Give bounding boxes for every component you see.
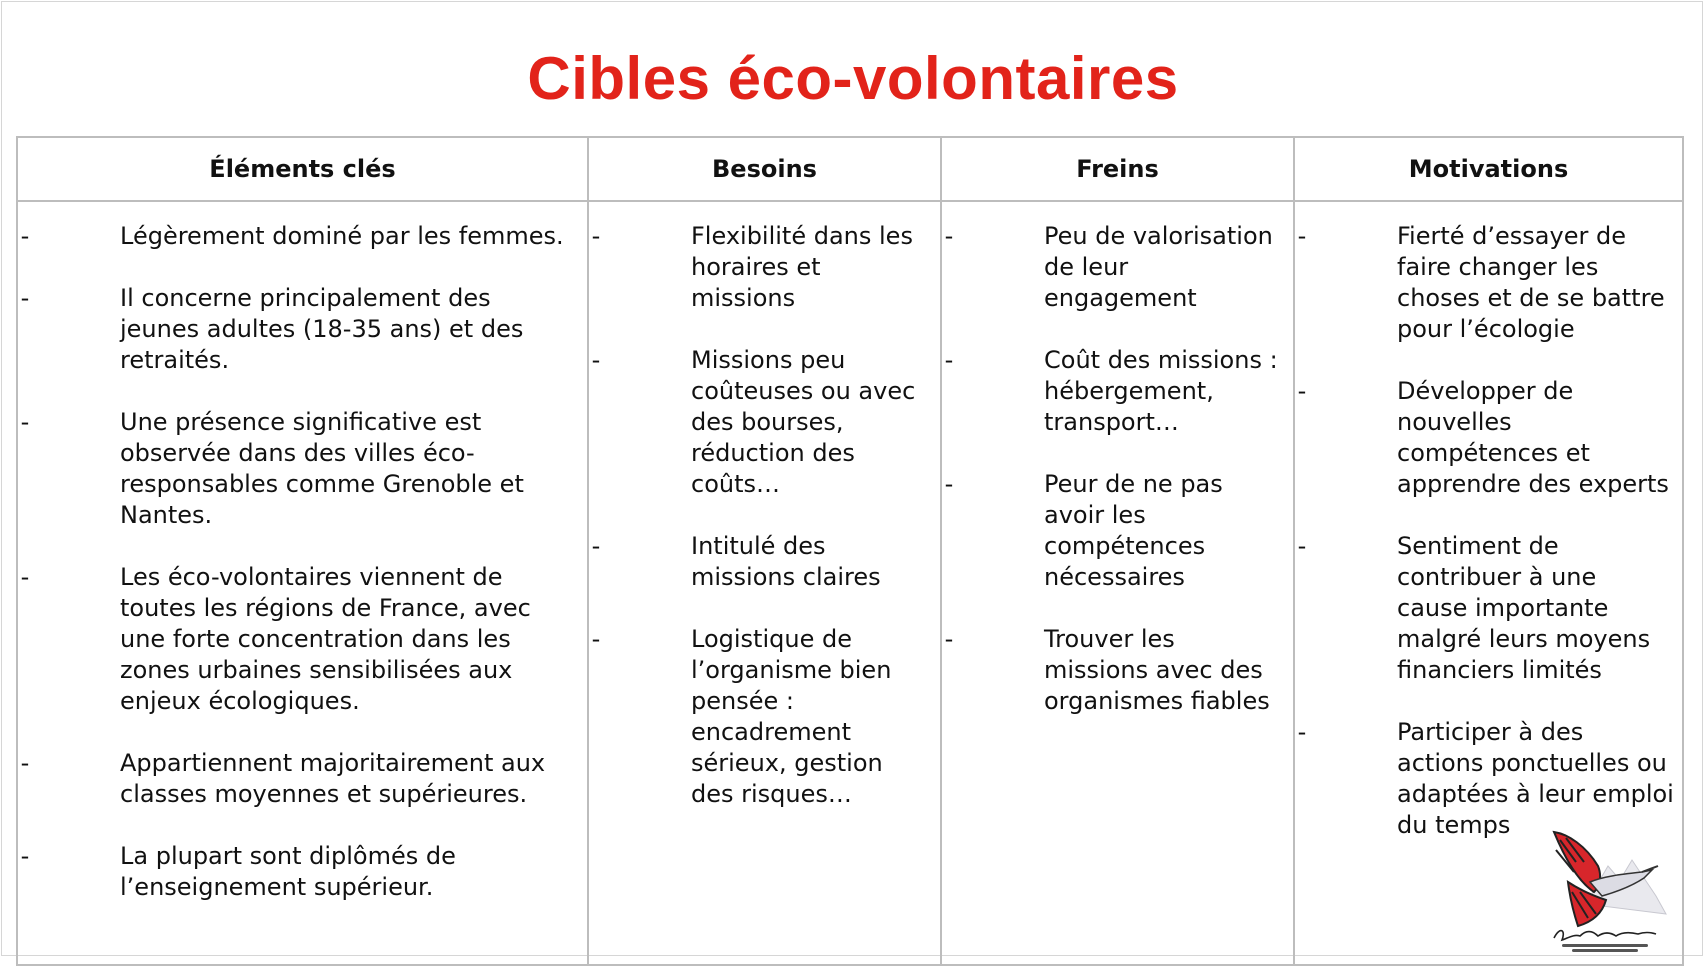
list-item xyxy=(1295,221,1682,345)
list-item-text: Peu de valorisation de leur engagement xyxy=(1044,222,1273,312)
list-item xyxy=(18,562,587,717)
header-elements-cles: Éléments clés xyxy=(17,137,588,201)
list-item xyxy=(589,221,940,314)
cell-freins xyxy=(941,201,1294,965)
bullet-dash: - xyxy=(1297,718,1307,746)
bullet-dash: - xyxy=(20,284,30,312)
list-item xyxy=(18,407,587,531)
bullet-dash: - xyxy=(944,625,954,653)
list-elements-cles xyxy=(18,202,587,903)
list-item xyxy=(1295,376,1682,500)
list-item xyxy=(589,531,940,593)
list-item xyxy=(589,345,940,500)
bullet-dash: - xyxy=(1297,532,1307,560)
list-item-text: Légèrement dominé par les femmes. xyxy=(120,222,564,250)
bullet-dash: - xyxy=(944,346,954,374)
header-freins: Freins xyxy=(941,137,1294,201)
list-item xyxy=(942,345,1293,438)
list-item-text: Coût des missions : hébergement, transport… xyxy=(1044,346,1278,436)
list-item xyxy=(18,283,587,376)
list-item xyxy=(1295,717,1682,841)
list-item xyxy=(18,221,587,252)
bullet-dash: - xyxy=(20,563,30,591)
bullet-dash: - xyxy=(944,222,954,250)
list-item-text: Participer à des actions ponctuelles ou adaptées à leur emploi du temps xyxy=(1397,718,1674,839)
list-item xyxy=(18,841,587,903)
bullet-dash: - xyxy=(20,408,30,436)
bullet-dash: - xyxy=(1297,222,1307,250)
table-body-row xyxy=(17,201,1683,965)
list-item-text: Peur de ne pas avoir les compétences nécessaires xyxy=(1044,470,1223,591)
bullet-dash: - xyxy=(944,470,954,498)
bullet-dash: - xyxy=(20,842,30,870)
bullet-dash: - xyxy=(20,749,30,777)
targets-table xyxy=(16,136,1684,966)
bullet-dash: - xyxy=(591,625,601,653)
list-item-text: Logistique de l’organisme bien pensée : encadrement sérieux, gestion des risques… xyxy=(691,625,892,808)
bullet-dash: - xyxy=(1297,377,1307,405)
list-item-text: Les éco-volontaires viennent de toutes les régions de France, avec une forte concentration dans les zones urbaines sensibilisées aux enjeux écologiques. xyxy=(120,563,531,715)
header-besoins: Besoins xyxy=(588,137,941,201)
list-item-text: Une présence significative est observée dans des villes éco-responsables comme Grenoble et Nantes. xyxy=(120,408,524,529)
list-besoins xyxy=(589,202,940,810)
list-item xyxy=(942,624,1293,717)
list-item-text: Intitulé des missions claires xyxy=(691,532,881,591)
slide-title: Cibles éco-volontaires xyxy=(527,45,1179,112)
list-motivations xyxy=(1295,202,1682,841)
list-item xyxy=(18,748,587,810)
bullet-dash: - xyxy=(20,222,30,250)
list-item-text: Développer de nouvelles compétences et apprendre des experts xyxy=(1397,377,1669,498)
list-item xyxy=(942,469,1293,593)
list-item xyxy=(1295,531,1682,686)
list-item-text: Fierté d’essayer de faire changer les choses et de se battre pour l’écologie xyxy=(1397,222,1665,343)
list-item xyxy=(589,624,940,810)
list-item-text: La plupart sont diplômés de l’enseignement supérieur. xyxy=(120,842,456,901)
list-item xyxy=(942,221,1293,314)
bird-logo-icon xyxy=(1546,826,1674,954)
bullet-dash: - xyxy=(591,532,601,560)
bullet-dash: - xyxy=(591,222,601,250)
list-item-text: Trouver les missions avec des organismes fiables xyxy=(1044,625,1270,715)
list-item-text: Il concerne principalement des jeunes adultes (18-35 ans) et des retraités. xyxy=(120,284,524,374)
list-item-text: Flexibilité dans les horaires et missions xyxy=(691,222,913,312)
cell-elements-cles xyxy=(17,201,588,965)
cell-besoins xyxy=(588,201,941,965)
list-freins xyxy=(942,202,1293,717)
bullet-dash: - xyxy=(591,346,601,374)
list-item-text: Sentiment de contribuer à une cause importante malgré leurs moyens financiers limités xyxy=(1397,532,1651,684)
list-item-text: Missions peu coûteuses ou avec des bourses, réduction des coûts… xyxy=(691,346,916,498)
table-header-row xyxy=(17,137,1683,201)
list-item-text: Appartiennent majoritairement aux classes moyennes et supérieures. xyxy=(120,749,546,808)
header-motivations: Motivations xyxy=(1294,137,1683,201)
